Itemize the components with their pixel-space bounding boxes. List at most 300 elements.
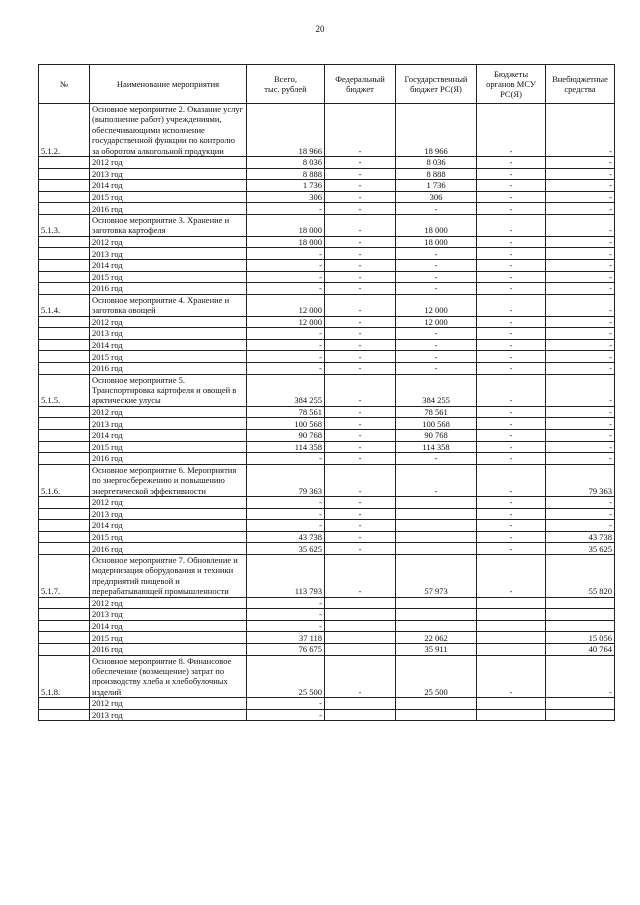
activity-name-cell: 2015 год [90,351,247,363]
federal-budget-cell: - [325,453,396,465]
state-budget-cell [396,543,477,555]
extrabudgetary-cell [546,620,615,632]
row-number-cell: 5.1.7. [39,554,90,597]
row-number-cell [39,709,90,721]
row-number-cell [39,643,90,655]
msu-budget-cell: - [477,271,546,283]
msu-budget-cell: - [477,406,546,418]
msu-budget-cell: - [477,351,546,363]
year-row [39,453,615,465]
federal-budget-cell: - [325,191,396,203]
activity-name-cell: 2016 год [90,453,247,465]
year-row [39,520,615,532]
header-row [39,65,615,104]
year-row [39,236,615,248]
year-row [39,362,615,374]
msu-budget-cell: - [477,260,546,272]
state-budget-cell: - [396,248,477,260]
activity-name-cell: 2015 год [90,531,247,543]
activity-row [39,464,615,496]
activity-name-cell: Основное мероприятие 5. Транспортировка картофеля и овощей в арктические улусы [90,374,247,406]
state-budget-cell: 90 768 [396,429,477,441]
row-number-cell [39,429,90,441]
extrabudgetary-cell: - [546,418,615,430]
extrabudgetary-cell: - [546,203,615,215]
year-row [39,168,615,180]
total-cell: - [247,339,325,351]
activity-name-cell: 2013 год [90,709,247,721]
federal-budget-cell: - [325,406,396,418]
total-cell: - [247,609,325,621]
activity-name-cell: Основное мероприятие 6. Мероприятия по энергосбережению и повышению энергетической эффективности [90,464,247,496]
header-num: № [39,65,90,104]
federal-budget-cell: - [325,464,396,496]
extrabudgetary-cell: - [546,328,615,340]
total-cell: - [247,362,325,374]
msu-budget-cell: - [477,203,546,215]
federal-budget-cell: - [325,496,396,508]
federal-budget-cell [325,620,396,632]
year-row [39,203,615,215]
msu-budget-cell: - [477,520,546,532]
msu-budget-cell: - [477,543,546,555]
year-row [39,597,615,609]
activity-name-cell: 2013 год [90,418,247,430]
activity-name-cell: Основное мероприятие 8. Финансовое обеспечение (возмещение) затрат по производству хлеба и хлебобулочных изделий [90,655,247,698]
extrabudgetary-cell: - [546,655,615,698]
year-row [39,632,615,644]
extrabudgetary-cell: 55 820 [546,554,615,597]
total-cell: 18 000 [247,215,325,237]
extrabudgetary-cell: - [546,248,615,260]
activity-name-cell: 2016 год [90,283,247,295]
msu-budget-cell: - [477,180,546,192]
total-cell: 100 568 [247,418,325,430]
year-row [39,698,615,710]
row-number-cell: 5.1.4. [39,294,90,316]
row-number-cell [39,283,90,295]
total-cell: 113 793 [247,554,325,597]
activity-name-cell: Основное мероприятие 4. Хранение и заготовка овощей [90,294,247,316]
header-name: Наименование мероприятия [90,65,247,104]
federal-budget-cell: - [325,215,396,237]
row-number-cell [39,362,90,374]
extrabudgetary-cell: 35 625 [546,543,615,555]
activity-name-cell: 2014 год [90,260,247,272]
msu-budget-cell: - [477,362,546,374]
state-budget-cell: 25 500 [396,655,477,698]
state-budget-cell: - [396,464,477,496]
total-cell: 35 625 [247,543,325,555]
row-number-cell [39,339,90,351]
total-cell: - [247,620,325,632]
total-cell: 114 358 [247,441,325,453]
extrabudgetary-cell: - [546,508,615,520]
row-number-cell: 5.1.5. [39,374,90,406]
extrabudgetary-cell: - [546,180,615,192]
activity-row [39,294,615,316]
activity-name-cell: 2013 год [90,508,247,520]
federal-budget-cell: - [325,520,396,532]
extrabudgetary-cell: - [546,339,615,351]
activity-name-cell: 2015 год [90,271,247,283]
state-budget-cell [396,520,477,532]
total-cell: 8 888 [247,168,325,180]
extrabudgetary-cell [546,709,615,721]
year-row [39,248,615,260]
federal-budget-cell [325,632,396,644]
activity-name-cell: 2015 год [90,191,247,203]
federal-budget-cell [325,709,396,721]
msu-budget-cell: - [477,104,546,157]
activity-name-cell: 2012 год [90,157,247,169]
federal-budget-cell: - [325,531,396,543]
page-number: 20 [315,24,325,34]
federal-budget-cell: - [325,441,396,453]
activity-name-cell: 2016 год [90,543,247,555]
msu-budget-cell: - [477,328,546,340]
total-cell: - [247,283,325,295]
year-row [39,496,615,508]
extrabudgetary-cell [546,609,615,621]
federal-budget-cell: - [325,339,396,351]
extrabudgetary-cell: - [546,441,615,453]
msu-budget-cell: - [477,191,546,203]
federal-budget-cell: - [325,362,396,374]
extrabudgetary-cell: - [546,104,615,157]
total-cell: 78 561 [247,406,325,418]
row-number-cell: 5.1.6. [39,464,90,496]
total-cell: 18 966 [247,104,325,157]
extrabudgetary-cell: - [546,157,615,169]
federal-budget-cell [325,643,396,655]
federal-budget-cell [325,698,396,710]
year-row [39,351,615,363]
total-cell: 76 675 [247,643,325,655]
extrabudgetary-cell: - [546,283,615,295]
federal-budget-cell: - [325,374,396,406]
total-cell: - [247,260,325,272]
state-budget-cell [396,709,477,721]
state-budget-cell [396,508,477,520]
total-cell: 90 768 [247,429,325,441]
federal-budget-cell [325,597,396,609]
state-budget-cell: - [396,453,477,465]
total-cell: 1 736 [247,180,325,192]
activity-name-cell: 2013 год [90,168,247,180]
extrabudgetary-cell: 43 738 [546,531,615,543]
year-row [39,328,615,340]
activity-name-cell: 2014 год [90,180,247,192]
year-row [39,508,615,520]
total-cell: - [247,709,325,721]
budget-table [38,64,615,721]
total-cell: 37 118 [247,632,325,644]
total-cell: 384 255 [247,374,325,406]
msu-budget-cell: - [477,236,546,248]
activity-row [39,374,615,406]
msu-budget-cell: - [477,374,546,406]
state-budget-cell: - [396,203,477,215]
federal-budget-cell: - [325,260,396,272]
activity-row [39,104,615,157]
total-cell: - [247,597,325,609]
activity-name-cell: 2015 год [90,441,247,453]
row-number-cell [39,632,90,644]
federal-budget-cell: - [325,508,396,520]
year-row [39,620,615,632]
activity-name-cell: 2013 год [90,328,247,340]
row-number-cell [39,180,90,192]
state-budget-cell: 306 [396,191,477,203]
extrabudgetary-cell: - [546,429,615,441]
federal-budget-cell: - [325,554,396,597]
federal-budget-cell: - [325,351,396,363]
federal-budget-cell [325,609,396,621]
year-row [39,531,615,543]
msu-budget-cell: - [477,215,546,237]
state-budget-cell: - [396,260,477,272]
header-msu: Бюджеты органов МСУ РС(Я) [477,65,546,104]
activity-name-cell: 2015 год [90,632,247,644]
total-cell: 306 [247,191,325,203]
row-number-cell [39,508,90,520]
row-number-cell [39,543,90,555]
federal-budget-cell: - [325,543,396,555]
msu-budget-cell: - [477,554,546,597]
row-number-cell [39,191,90,203]
year-row [39,191,615,203]
year-row [39,429,615,441]
msu-budget-cell: - [477,655,546,698]
federal-budget-cell: - [325,104,396,157]
state-budget-cell: 100 568 [396,418,477,430]
row-number-cell [39,418,90,430]
federal-budget-cell: - [325,203,396,215]
row-number-cell [39,260,90,272]
year-row [39,339,615,351]
state-budget-cell: 35 911 [396,643,477,655]
federal-budget-cell: - [325,157,396,169]
row-number-cell [39,248,90,260]
msu-budget-cell: - [477,429,546,441]
msu-budget-cell: - [477,294,546,316]
extrabudgetary-cell: - [546,316,615,328]
year-row [39,418,615,430]
total-cell: 18 000 [247,236,325,248]
row-number-cell [39,406,90,418]
row-number-cell [39,316,90,328]
activity-name-cell: 2012 год [90,406,247,418]
total-cell: - [247,248,325,260]
extrabudgetary-cell: - [546,374,615,406]
row-number-cell [39,609,90,621]
state-budget-cell: - [396,339,477,351]
total-cell: - [247,453,325,465]
federal-budget-cell: - [325,236,396,248]
year-row [39,609,615,621]
federal-budget-cell: - [325,294,396,316]
header-total: Всего, тыс. рублей [247,65,325,104]
table-body [39,104,615,721]
msu-budget-cell: - [477,248,546,260]
federal-budget-cell: - [325,168,396,180]
state-budget-cell [396,531,477,543]
extrabudgetary-cell: 79 363 [546,464,615,496]
extrabudgetary-cell: 15 056 [546,632,615,644]
federal-budget-cell: - [325,316,396,328]
state-budget-cell: 114 358 [396,441,477,453]
extrabudgetary-cell: - [546,351,615,363]
extrabudgetary-cell: - [546,168,615,180]
activity-name-cell: 2014 год [90,429,247,441]
activity-name-cell: 2016 год [90,643,247,655]
state-budget-cell: - [396,362,477,374]
msu-budget-cell [477,632,546,644]
msu-budget-cell: - [477,316,546,328]
year-row [39,260,615,272]
state-budget-cell [396,620,477,632]
total-cell: - [247,508,325,520]
year-row [39,180,615,192]
year-row [39,543,615,555]
total-cell: - [247,698,325,710]
extrabudgetary-cell: - [546,520,615,532]
extrabudgetary-cell: - [546,496,615,508]
msu-budget-cell: - [477,496,546,508]
row-number-cell [39,453,90,465]
activity-name-cell: 2012 год [90,316,247,328]
state-budget-cell: 57 973 [396,554,477,597]
extrabudgetary-cell: - [546,294,615,316]
year-row [39,316,615,328]
total-cell: 79 363 [247,464,325,496]
msu-budget-cell [477,709,546,721]
federal-budget-cell: - [325,271,396,283]
state-budget-cell: 18 000 [396,236,477,248]
activity-name-cell: Основное мероприятие 7. Обновление и модернизация оборудования и техники предприятий пищевой и перерабатывающей промышленности [90,554,247,597]
year-row [39,441,615,453]
extrabudgetary-cell: - [546,260,615,272]
total-cell: 25 500 [247,655,325,698]
year-row [39,271,615,283]
row-number-cell [39,236,90,248]
state-budget-cell: - [396,283,477,295]
msu-budget-cell: - [477,453,546,465]
total-cell: - [247,328,325,340]
row-number-cell: 5.1.8. [39,655,90,698]
extrabudgetary-cell: - [546,271,615,283]
row-number-cell [39,496,90,508]
year-row [39,283,615,295]
activity-name-cell: 2012 год [90,236,247,248]
state-budget-cell: 8 888 [396,168,477,180]
extrabudgetary-cell: - [546,406,615,418]
extrabudgetary-cell: - [546,362,615,374]
federal-budget-cell: - [325,180,396,192]
extrabudgetary-cell: 40 764 [546,643,615,655]
total-cell: - [247,271,325,283]
state-budget-cell [396,496,477,508]
state-budget-cell: 22 062 [396,632,477,644]
activity-name-cell: 2013 год [90,609,247,621]
state-budget-cell: 1 736 [396,180,477,192]
row-number-cell [39,351,90,363]
total-cell: 43 738 [247,531,325,543]
federal-budget-cell: - [325,283,396,295]
state-budget-cell: 12 000 [396,316,477,328]
msu-budget-cell: - [477,531,546,543]
federal-budget-cell: - [325,418,396,430]
state-budget-cell: 18 000 [396,215,477,237]
state-budget-cell: 12 000 [396,294,477,316]
extrabudgetary-cell: - [546,215,615,237]
federal-budget-cell: - [325,328,396,340]
total-cell: 12 000 [247,294,325,316]
row-number-cell [39,271,90,283]
header-state: Государственный бюджет РС(Я) [396,65,477,104]
msu-budget-cell: - [477,418,546,430]
activity-name-cell: Основное мероприятие 3. Хранение и заготовка картофеля [90,215,247,237]
msu-budget-cell [477,609,546,621]
activity-name-cell: Основное мероприятие 2. Оказание услуг (выполнение работ) учреждениями, обеспечивающими исполнение государственной функции по контролю за оборотом алкогольной продукции [90,104,247,157]
extrabudgetary-cell: - [546,236,615,248]
activity-name-cell: 2014 год [90,520,247,532]
total-cell: 8 036 [247,157,325,169]
year-row [39,709,615,721]
header-extra: Внебюджетные средства [546,65,615,104]
total-cell: - [247,520,325,532]
state-budget-cell: - [396,351,477,363]
total-cell: - [247,496,325,508]
row-number-cell [39,328,90,340]
msu-budget-cell [477,698,546,710]
row-number-cell [39,520,90,532]
state-budget-cell [396,609,477,621]
state-budget-cell: - [396,328,477,340]
msu-budget-cell: - [477,168,546,180]
year-row [39,157,615,169]
row-number-cell [39,597,90,609]
row-number-cell: 5.1.2. [39,104,90,157]
row-number-cell [39,620,90,632]
msu-budget-cell: - [477,508,546,520]
row-number-cell [39,698,90,710]
activity-name-cell: 2012 год [90,496,247,508]
extrabudgetary-cell: - [546,453,615,465]
activity-name-cell: 2016 год [90,362,247,374]
activity-row [39,215,615,237]
row-number-cell [39,203,90,215]
msu-budget-cell: - [477,157,546,169]
activity-name-cell: 2014 год [90,620,247,632]
activity-name-cell: 2014 год [90,339,247,351]
total-cell: - [247,203,325,215]
header-federal: Федеральный бюджет [325,65,396,104]
msu-budget-cell: - [477,441,546,453]
federal-budget-cell: - [325,248,396,260]
state-budget-cell: 384 255 [396,374,477,406]
state-budget-cell: 8 036 [396,157,477,169]
state-budget-cell [396,698,477,710]
extrabudgetary-cell: - [546,191,615,203]
federal-budget-cell: - [325,655,396,698]
activity-name-cell: 2016 год [90,203,247,215]
federal-budget-cell: - [325,429,396,441]
total-cell: 12 000 [247,316,325,328]
year-row [39,406,615,418]
msu-budget-cell: - [477,464,546,496]
